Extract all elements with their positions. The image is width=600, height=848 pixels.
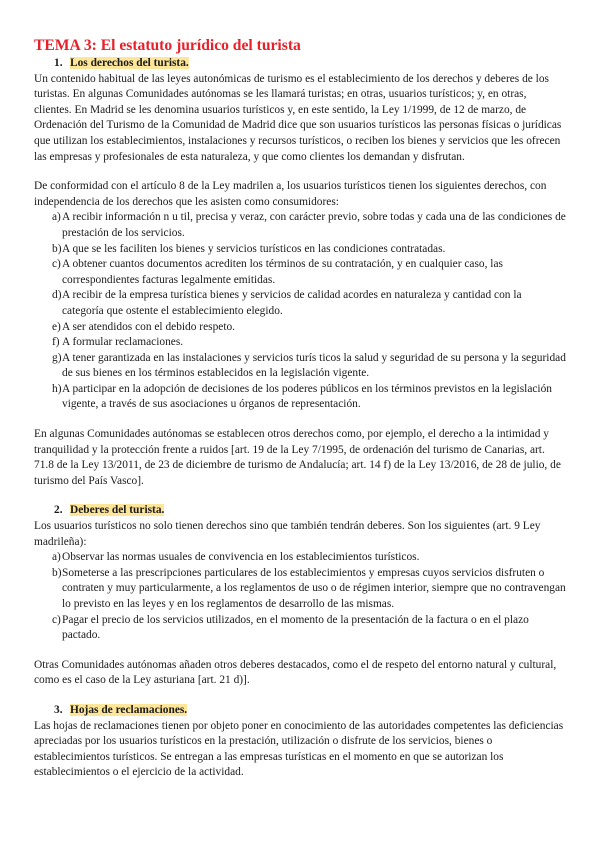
section-2-paragraph-2: Otras Comunidades autónomas añaden otros deberes destacados, como el de respeto del entorno natural y cultural, como es el caso de la Ley asturiana [art. 21 d)]. [34, 658, 557, 687]
list-item: f) A formular reclamaciones. [52, 336, 184, 349]
section-2-paragraph-1: Los usuarios turísticos no solo tienen derechos sino que también tendrán deberes. Son los siguientes (art. 9 Ley madrileña): [34, 520, 541, 548]
section-3-paragraph-1: Las hojas de reclamaciones tienen por objeto poner en conocimiento de las autoridades competentes las deficiencias apreciadas por los usuarios turísticos en la prestación, utilización o disfrute de los servicios, bienes o establecimientos turísticos. Se entregan a las empresas turísticas en el momento en que se autorizan los establecimientos o el ejercicio de la actividad. [34, 719, 564, 779]
duties-list [34, 550, 566, 644]
list-item: h) A participar en la adopción de decisiones de los poderes públicos en los términos previstos en la legislación vigente, a través de sus asociaciones u órganos de representación. [52, 382, 552, 411]
section-1-heading [34, 56, 566, 72]
list-item: a) A recibir información n u til, precisa y veraz, con carácter previo, sobre todas y cada una de las condiciones de prestación de los servicios. [52, 211, 566, 239]
list-item: a) Observar las normas usuales de convivencia en los establecimientos turísticos. [52, 551, 420, 564]
section-1-title: Los derechos del turista. [70, 57, 189, 69]
list-item: b) A que se les faciliten los bienes y servicios turísticos en las condiciones contratadas. [52, 242, 446, 255]
section-3-title: Hojas de reclamaciones. [70, 703, 188, 716]
section-3-heading [34, 703, 566, 719]
section-2-heading [34, 503, 566, 519]
list-item: c) A obtener cuantos documentos acrediten los términos de su contratación, y en cualquier caso, las correspondientes facturas legalmente emitidas. [52, 258, 503, 286]
page-title: TEMA 3: El estatuto jurídico del turista [34, 37, 301, 54]
section-1-number: 1. [54, 57, 63, 69]
section-1-paragraph-3: En algunas Comunidades autónomas se establecen otros derechos como, por ejemplo, el derecho a la intimidad y tranquilidad y la protección frente a ruidos [art. 19 de la Ley 7/1995, de ordenación del turismo de Canarias, art. 71.8 de la Ley 13/2011, de 23 de diciembre de turismo de Andalucía; art. 14 f) de la Ley 13/2016, de 28 de julio, de turismo del País Vasco]. [34, 428, 561, 487]
section-1-paragraph-1: Un contenido habitual de las leyes autonómicas de turismo es el establecimiento de los derechos y deberes de los turistas. En algunas Comunidades autónomas se les llamará turistas; en otras, usuarios turísticos; y, en otras, clientes. En Madrid se les denomina usuarios turísticos y, en este sentido, la Ley 1/1999, de 12 de marzo, de Ordenación del Turismo de la Comunidad de Madrid dice que son usuarios turísticos las personas físicas o jurídicas que utilizan los establecimientos, instalaciones y recursos turísticos, o reciben los bienes y servicios que les ofrecen las empresas y profesionales de esta naturaleza, y que como clientes los demandan y disfrutan. [34, 72, 562, 163]
list-item: d) A recibir de la empresa turística bienes y servicios de calidad acordes en naturaleza y cantidad con la categoría que ostente el establecimiento elegido. [52, 289, 522, 317]
section-3-number: 3. [54, 703, 63, 716]
list-item: c) Pagar el precio de los servicios utilizados, en el momento de la presentación de la factura o en el plazo pactado. [52, 613, 529, 642]
rights-list [34, 210, 566, 413]
list-item: e) A ser atendidos con el debido respeto. [52, 320, 236, 333]
list-item: g) A tener garantizada en las instalaciones y servicios turís ticos la salud y seguridad de su persona y la seguridad de sus bienes en los términos establecidos en la legislación vigente. [52, 351, 566, 380]
section-2-number: 2. [54, 504, 63, 517]
section-2-title: Deberes del turista. [70, 504, 165, 517]
list-item: b) Someterse a las prescripciones particulares de los establecimientos y empresas cuyos servicios disfruten o contraten y muy particularmente, a los reglamentos de uso o de régimen interior, siempre que no contravengan lo previsto en las leyes y en los reglamentos de desarrollo de las mismas. [52, 566, 566, 610]
section-1-paragraph-2: De conformidad con el artículo 8 de la Ley madrilen a, los usuarios turísticos tienen los siguientes derechos, con independencia de los derechos que les asisten como consumidores: [34, 180, 547, 208]
